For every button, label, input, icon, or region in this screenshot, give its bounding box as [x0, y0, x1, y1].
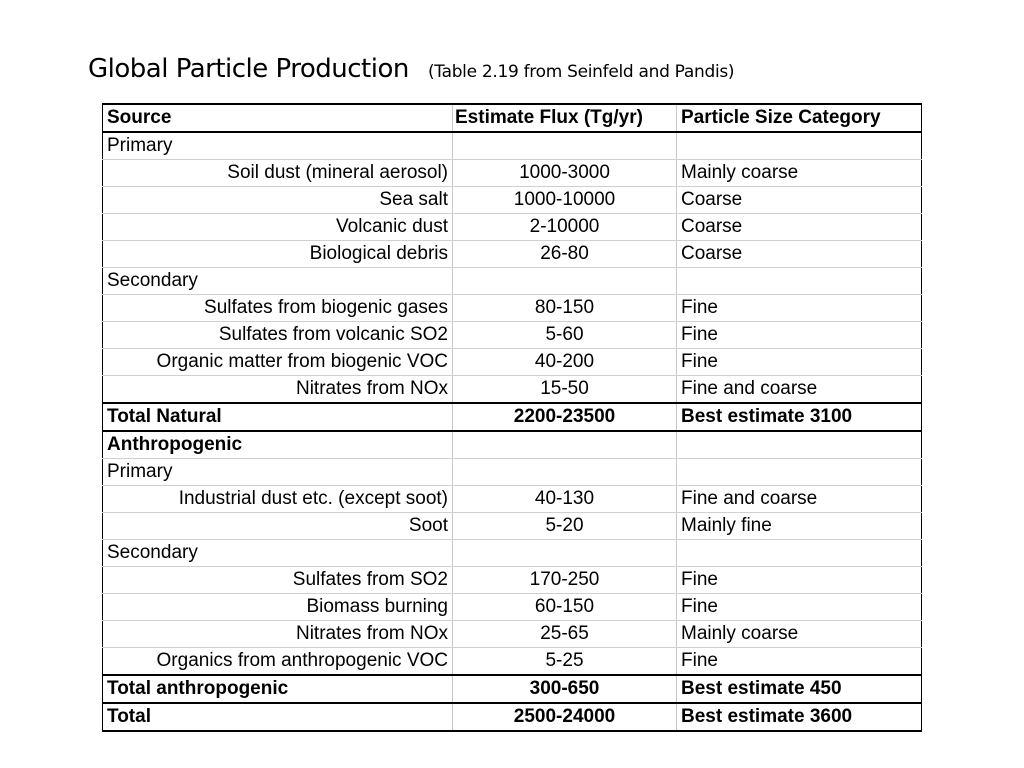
- size-cell: Fine: [677, 594, 922, 621]
- source-cell: Volcanic dust: [103, 214, 453, 241]
- size-cell: Fine and coarse: [677, 376, 922, 404]
- flux-cell: [453, 268, 677, 295]
- total-flux: 300-650: [453, 675, 677, 703]
- total-label: Total Natural: [103, 403, 453, 431]
- table-header-row: [103, 104, 922, 132]
- total-best-estimate: Best estimate 3600: [677, 703, 922, 731]
- source-cell: Sulfates from volcanic SO2: [103, 322, 453, 349]
- table-row: [103, 376, 922, 404]
- table-row: [103, 132, 922, 160]
- source-cell: Industrial dust etc. (except soot): [103, 486, 453, 513]
- size-cell: Fine: [677, 567, 922, 594]
- source-cell: Organic matter from biogenic VOC: [103, 349, 453, 376]
- header-source: Source: [103, 104, 453, 132]
- flux-cell: 5-25: [453, 648, 677, 676]
- source-cell: Biomass burning: [103, 594, 453, 621]
- total-best-estimate: Best estimate 450: [677, 675, 922, 703]
- size-cell: Mainly fine: [677, 513, 922, 540]
- size-cell: [677, 459, 922, 486]
- size-cell: Fine: [677, 295, 922, 322]
- flux-cell: 60-150: [453, 594, 677, 621]
- source-cell: Nitrates from NOx: [103, 621, 453, 648]
- source-cell: Nitrates from NOx: [103, 376, 453, 404]
- table-row: [103, 567, 922, 594]
- flux-cell: 5-60: [453, 322, 677, 349]
- table-row: [103, 513, 922, 540]
- section-label-primary: Primary: [103, 132, 453, 160]
- total-best-estimate: Best estimate 3100: [677, 403, 922, 431]
- source-cell: Biological debris: [103, 241, 453, 268]
- flux-cell: 40-200: [453, 349, 677, 376]
- flux-cell: 5-20: [453, 513, 677, 540]
- table-row: [103, 431, 922, 459]
- source-cell: Soil dust (mineral aerosol): [103, 160, 453, 187]
- header-estimate-flux: Estimate Flux (Tg/yr): [453, 104, 677, 132]
- table-row: [103, 295, 922, 322]
- section-label-primary: Primary: [103, 459, 453, 486]
- flux-cell: [453, 540, 677, 567]
- size-cell: Fine: [677, 349, 922, 376]
- size-cell: Fine: [677, 648, 922, 676]
- table-row: [103, 594, 922, 621]
- header-particle-size: Particle Size Category: [677, 104, 922, 132]
- table-row: [103, 241, 922, 268]
- table-row: [103, 214, 922, 241]
- source-cell: Sulfates from SO2: [103, 567, 453, 594]
- page-title: [88, 54, 734, 84]
- size-cell: Fine and coarse: [677, 486, 922, 513]
- flux-cell: 1000-3000: [453, 160, 677, 187]
- title-main: Global Particle Production: [88, 54, 409, 84]
- table-row: [103, 187, 922, 214]
- size-cell: Mainly coarse: [677, 160, 922, 187]
- particle-production-table: [102, 103, 922, 732]
- grand-total-row: [103, 703, 922, 731]
- flux-cell: 2-10000: [453, 214, 677, 241]
- flux-cell: 40-130: [453, 486, 677, 513]
- table-row: [103, 322, 922, 349]
- size-cell: [677, 132, 922, 160]
- table-row: [103, 160, 922, 187]
- table-row: [103, 648, 922, 676]
- source-cell: Organics from anthropogenic VOC: [103, 648, 453, 676]
- total-label: Total: [103, 703, 453, 731]
- section-label-secondary: Secondary: [103, 268, 453, 295]
- flux-cell: [453, 431, 677, 459]
- total-anthropogenic-row: [103, 675, 922, 703]
- table-row: [103, 459, 922, 486]
- title-source-note: (Table 2.19 from Seinfeld and Pandis): [427, 62, 735, 82]
- size-cell: Coarse: [677, 214, 922, 241]
- flux-cell: 25-65: [453, 621, 677, 648]
- size-cell: Fine: [677, 322, 922, 349]
- flux-cell: 1000-10000: [453, 187, 677, 214]
- source-cell: Soot: [103, 513, 453, 540]
- source-cell: Sulfates from biogenic gases: [103, 295, 453, 322]
- total-label: Total anthropogenic: [103, 675, 453, 703]
- flux-cell: [453, 132, 677, 160]
- size-cell: Coarse: [677, 187, 922, 214]
- size-cell: [677, 268, 922, 295]
- section-label-secondary: Secondary: [103, 540, 453, 567]
- size-cell: [677, 431, 922, 459]
- flux-cell: 26-80: [453, 241, 677, 268]
- table-row: [103, 621, 922, 648]
- table-row: [103, 486, 922, 513]
- table-row: [103, 540, 922, 567]
- total-flux: 2200-23500: [453, 403, 677, 431]
- table-row: [103, 349, 922, 376]
- flux-cell: 15-50: [453, 376, 677, 404]
- section-label-anthropogenic: Anthropogenic: [103, 431, 453, 459]
- table-row: [103, 268, 922, 295]
- size-cell: [677, 540, 922, 567]
- size-cell: Coarse: [677, 241, 922, 268]
- flux-cell: 80-150: [453, 295, 677, 322]
- flux-cell: 170-250: [453, 567, 677, 594]
- size-cell: Mainly coarse: [677, 621, 922, 648]
- source-cell: Sea salt: [103, 187, 453, 214]
- flux-cell: [453, 459, 677, 486]
- total-natural-row: [103, 403, 922, 431]
- total-flux: 2500-24000: [453, 703, 677, 731]
